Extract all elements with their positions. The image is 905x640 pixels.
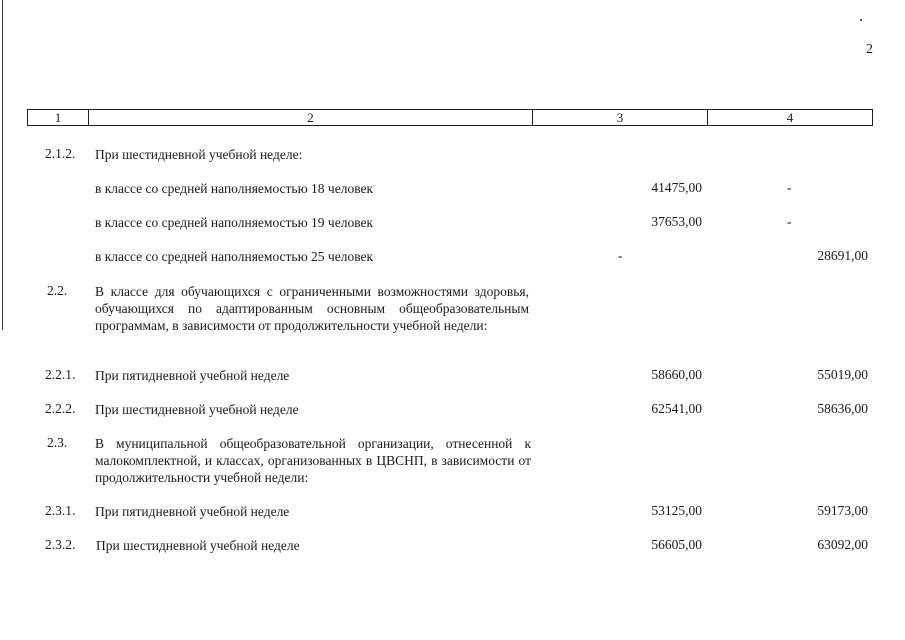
row-value-col4: 58636,00 <box>817 401 868 416</box>
row-value-col4: - <box>787 180 792 195</box>
row-description: в классе со средней наполняемостью 19 человек <box>95 215 374 230</box>
column-2-header: 2 <box>89 110 533 125</box>
column-1-header: 1 <box>28 110 89 125</box>
column-3-header: 3 <box>533 110 708 125</box>
row-description: в классе со средней наполняемостью 25 человек <box>95 249 374 264</box>
row-value-col3: 62541,00 <box>651 401 702 416</box>
row-number: 2.3.2. <box>45 537 76 552</box>
row-value-col3: - <box>618 248 623 263</box>
row-value-col4: - <box>787 214 792 229</box>
page-number: 2 <box>866 42 873 57</box>
row-description: При шестидневной учебной неделе <box>95 402 299 417</box>
row-description: При пятидневной учебной неделе <box>95 368 290 383</box>
scan-speck <box>860 19 862 21</box>
row-value-col3: 53125,00 <box>651 503 702 518</box>
row-description: В муниципальной общеобразовательной организации, отнесенной к малокомплектной, и классах, организованных в ЦВСНП, в зависимости от продолжительности учебной недели: <box>95 436 531 485</box>
row-number: 2.2. <box>47 283 68 298</box>
row-value-col4: 63092,00 <box>817 537 868 552</box>
row-description: в классе со средней наполняемостью 18 человек <box>95 181 374 196</box>
row-value-col3: 58660,00 <box>651 367 702 382</box>
row-value-col3: 37653,00 <box>651 214 702 229</box>
row-number: 2.3. <box>47 435 68 450</box>
row-value-col4: 28691,00 <box>817 248 868 263</box>
row-value-col3: 41475,00 <box>651 180 702 195</box>
row-description: При шестидневной учебной неделе: <box>95 147 303 162</box>
row-number: 2.1.2. <box>45 146 76 161</box>
row-description: При пятидневной учебной неделе <box>95 504 290 519</box>
column-4-header: 4 <box>786 110 794 125</box>
table-column-header <box>27 109 873 126</box>
row-description: В классе для обучающихся с ограниченными возможностями здоровья, обучающихся по адаптированным основным общеобразовательным программам, в зависимости от продолжительности учебной недели: <box>95 284 529 333</box>
row-number: 2.2.2. <box>45 401 76 416</box>
row-value-col4: 55019,00 <box>817 367 868 382</box>
scan-edge-line <box>2 0 3 330</box>
row-number: 2.3.1. <box>45 503 76 518</box>
row-value-col4: 59173,00 <box>817 503 868 518</box>
row-value-col3: 56605,00 <box>651 537 702 552</box>
row-description: При шестидневной учебной неделе <box>96 538 300 553</box>
row-number: 2.2.1. <box>45 367 76 382</box>
